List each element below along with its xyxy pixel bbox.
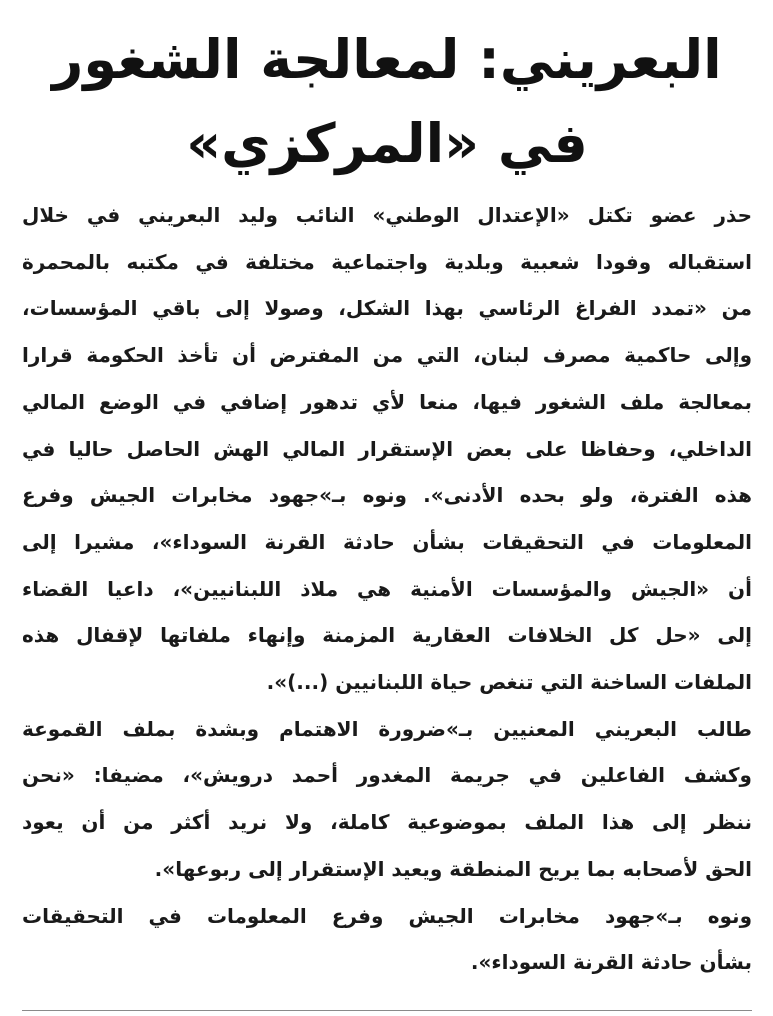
paragraph-line: إلى «حل كل الخلافات العقارية المزمنة وإنهاء ملفاتها لإقفال هذه (22, 623, 752, 648)
article-body (22, 192, 752, 986)
article-headline (22, 18, 752, 186)
headline-line-1: البعريني: لمعالجة الشغور (52, 28, 722, 91)
paragraph-line: أن «الجيش والمؤسسات الأمنية هي ملاذ اللبنانيين»، داعيا القضاء (22, 576, 752, 601)
paragraph-2 (22, 706, 752, 893)
paragraph-line: الملفات الساخنة التي تنغص حياة اللبنانيين (...)». (266, 670, 752, 695)
paragraph-line: الحق لأصحابه بما يريح المنطقة ويعيد الإستقرار إلى ربوعها». (154, 856, 752, 881)
paragraph-line: استقباله وفودا شعبية وبلدية واجتماعية مختلفة في مكتبه بالمحمرة (22, 249, 752, 274)
paragraph-line: وإلى حاكمية مصرف لبنان، التي من المفترض أن تأخذ الحكومة قرارا (22, 343, 752, 368)
paragraph-line: هذه الفترة، ولو بحده الأدنى». ونوه بـ»جهود مخابرات الجيش وفرع (22, 483, 752, 508)
paragraph-1 (22, 192, 752, 706)
paragraph-line: بمعالجة ملف الشغور فيها، منعا لأي تدهور إضافي في الوضع المالي (22, 389, 752, 414)
bottom-divider (22, 1010, 752, 1011)
paragraph-line: الداخلي، وحفاظا على بعض الإستقرار المالي الهش الحاصل حاليا في (22, 436, 752, 461)
paragraph-line: طالب البعريني المعنيين بـ»ضرورة الاهتمام وبشدة بملف القموعة (22, 716, 752, 741)
paragraph-line: المعلومات في التحقيقات بشأن حادثة القرنة السوداء»، مشيرا إلى (22, 529, 752, 554)
headline-line-2: في «المركزي» (186, 112, 588, 175)
paragraph-line: ونوه بـ»جهود مخابرات الجيش وفرع المعلومات في التحقيقات (22, 903, 752, 928)
paragraph-line: من «تمدد الفراغ الرئاسي بهذا الشكل، وصولا إلى باقي المؤسسات، (22, 296, 752, 321)
paragraph-line: حذر عضو تكتل «الإعتدال الوطني» النائب وليد البعريني في خلال (22, 203, 752, 227)
paragraph-line: بشأن حادثة القرنة السوداء». (470, 950, 752, 975)
news-article (22, 18, 752, 986)
paragraph-3 (22, 893, 752, 986)
paragraph-line: ننظر إلى هذا الملف بموضوعية كاملة، ولا نريد أكثر من أن يعود (22, 810, 752, 835)
paragraph-line: وكشف الفاعلين في جريمة المغدور أحمد درويش»، مضيفا: «نحن (22, 763, 752, 788)
